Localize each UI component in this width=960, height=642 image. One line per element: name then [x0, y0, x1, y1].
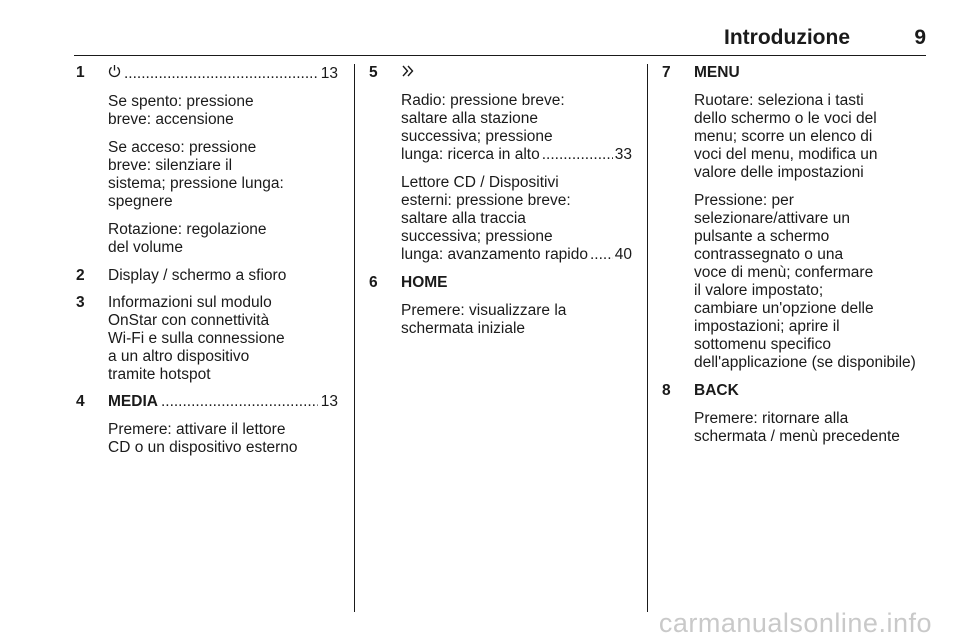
- text-line: successiva; pressione: [401, 228, 553, 245]
- item-heading: [401, 274, 632, 292]
- item-6: [369, 274, 632, 338]
- dot-leader: [590, 246, 613, 264]
- paragraph: [401, 92, 632, 164]
- item-1: [76, 64, 338, 257]
- text-line: Rotazione: regolazione: [108, 221, 267, 238]
- text-line: Premere: ritornare alla: [694, 410, 849, 427]
- item-text: [108, 294, 338, 384]
- text-line: sottomenu specifico: [694, 336, 831, 353]
- item-8: [662, 382, 926, 446]
- paragraph: [694, 92, 926, 182]
- item-number: 3: [76, 294, 85, 311]
- text-line: il valore impostato;: [694, 282, 824, 299]
- text-line: menu; scorre un elenco di: [694, 128, 873, 145]
- text-line-with-ref: [401, 246, 632, 264]
- column-3: [662, 64, 926, 446]
- next-track-icon: [401, 64, 415, 82]
- text-line: esterni: pressione breve:: [401, 192, 571, 209]
- text-line: sistema; pressione lunga:: [108, 175, 284, 192]
- text-line: voce di menù; confermare: [694, 264, 874, 281]
- paragraph: [401, 174, 632, 264]
- item-number: 4: [76, 393, 85, 410]
- text-line: selezionare/attivare un: [694, 210, 850, 227]
- item-heading: [401, 64, 632, 82]
- text-line: dello schermo o le voci del: [694, 110, 877, 127]
- header-rule: [74, 55, 926, 56]
- text-line: Wi-Fi e sulla connessione: [108, 330, 285, 347]
- item-heading: [108, 267, 338, 285]
- power-icon: [108, 64, 121, 83]
- text-line: lunga: avanzamento rapido: [401, 246, 588, 263]
- text-line: impostazioni; aprire il: [694, 318, 840, 335]
- text-line: successiva; pressione: [401, 128, 553, 145]
- text-line: Premere: visualizzare la: [401, 302, 567, 319]
- text-line: schermata / menù precedente: [694, 428, 900, 445]
- page-title: Introduzione: [724, 26, 850, 49]
- text-line: OnStar con connettività: [108, 312, 270, 329]
- text-line: saltare alla traccia: [401, 210, 526, 227]
- item-3: [76, 294, 338, 384]
- text-line-with-ref: [401, 146, 632, 164]
- item-heading: [108, 393, 338, 411]
- menu-label: MENU: [694, 64, 740, 81]
- text-line: lunga: ricerca in alto: [401, 146, 540, 163]
- item-number: 8: [662, 382, 671, 399]
- home-label: HOME: [401, 274, 448, 291]
- item-5: [369, 64, 632, 264]
- text-line: del volume: [108, 239, 183, 256]
- paragraph: [108, 93, 338, 129]
- text-line: breve: accensione: [108, 111, 234, 128]
- item-heading: [694, 382, 926, 400]
- text-line: tramite hotspot: [108, 366, 211, 383]
- text-line: valore delle impostazioni: [694, 164, 864, 181]
- text-line: Lettore CD / Dispositivi: [401, 174, 559, 191]
- dot-leader: [161, 393, 318, 411]
- paragraph: [108, 139, 338, 211]
- text-line: contrassegnato o una: [694, 246, 844, 263]
- dot-leader: [542, 146, 613, 164]
- text-line: schermata iniziale: [401, 320, 526, 337]
- item-2: [76, 267, 338, 285]
- text-line: Radio: pressione breve:: [401, 92, 565, 109]
- text-line: breve: silenziare il: [108, 157, 233, 174]
- item-number: 1: [76, 64, 85, 81]
- column-2: [369, 64, 632, 338]
- item-number: 7: [662, 64, 671, 81]
- text-line: dell'applicazione (se disponibile): [694, 354, 916, 371]
- page-ref[interactable]: 13: [320, 393, 338, 410]
- text-line: saltare alla stazione: [401, 110, 538, 127]
- text-line: a un altro dispositivo: [108, 348, 250, 365]
- text-line: Premere: attivare il lettore: [108, 421, 286, 438]
- item-4: [76, 393, 338, 457]
- watermark: carmanualsonline.info: [658, 608, 932, 638]
- item-heading: [108, 64, 338, 83]
- paragraph: [108, 221, 338, 257]
- item-number: 6: [369, 274, 378, 291]
- dot-leader: [124, 65, 318, 83]
- text-line: voci del menu, modifica un: [694, 146, 878, 163]
- column-divider-2: [647, 64, 648, 612]
- text-line: Informazioni sul modulo: [108, 294, 272, 311]
- text-line: Ruotare: seleziona i tasti: [694, 92, 864, 109]
- paragraph: [694, 410, 926, 446]
- item-number: 5: [369, 64, 378, 81]
- text-line: Se acceso: pressione: [108, 139, 257, 156]
- text-line: Display / schermo a sfioro: [108, 267, 287, 284]
- item-number: 2: [76, 267, 85, 284]
- text-line: pulsante a schermo: [694, 228, 830, 245]
- text-line: CD o un dispositivo esterno: [108, 439, 298, 456]
- text-line: Se spento: pressione: [108, 93, 254, 110]
- text-line: spegnere: [108, 193, 173, 210]
- paragraph: [694, 192, 926, 372]
- page-number: 9: [914, 26, 926, 49]
- item-heading: [694, 64, 926, 82]
- item-7: [662, 64, 926, 372]
- column-divider-1: [354, 64, 355, 612]
- text-line: Pressione: per: [694, 192, 794, 209]
- page-header: [74, 26, 926, 54]
- page-ref[interactable]: 13: [320, 65, 338, 82]
- paragraph: [108, 421, 338, 457]
- column-1: [76, 64, 338, 457]
- back-label: BACK: [694, 382, 739, 399]
- page-ref[interactable]: 40: [614, 246, 632, 263]
- paragraph: [401, 302, 632, 338]
- media-label: MEDIA: [108, 393, 158, 410]
- page-ref[interactable]: 33: [614, 146, 632, 163]
- text-line: cambiare un'opzione delle: [694, 300, 874, 317]
